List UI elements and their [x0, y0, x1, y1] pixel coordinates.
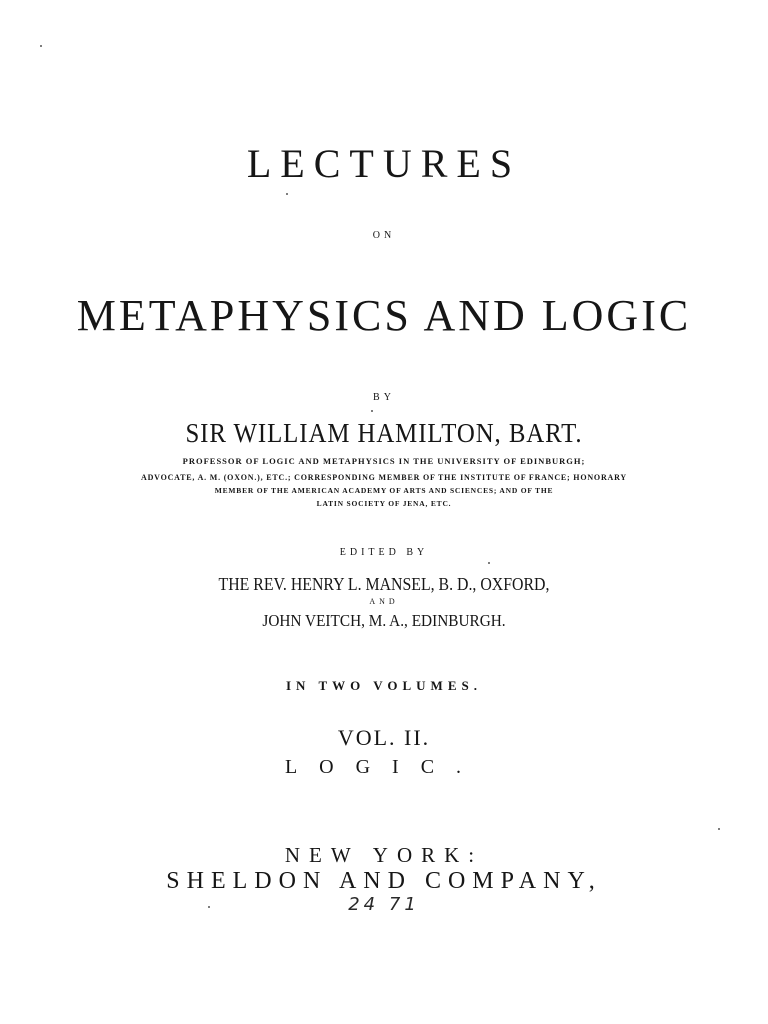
- and-connector: AND: [369, 597, 399, 606]
- author-credentials-line: MEMBER OF THE AMERICAN ACADEMY OF ARTS AND SCIENCES; AND OF THE: [214, 486, 554, 495]
- paper-speck: [286, 193, 288, 195]
- author-credentials-line: ADVOCATE, A. M. (OXON.), ETC.; CORRESPONDING MEMBER OF THE INSTITUTE OF FRANCE; HONORARY: [141, 473, 627, 482]
- book-title: LECTURES: [246, 141, 522, 186]
- by-connector: BY: [373, 392, 395, 403]
- paper-speck: [208, 906, 210, 908]
- editor-2: JOHN VEITCH, M. A., EDINBURGH.: [262, 611, 506, 630]
- book-subject: METAPHYSICS AND LOGIC: [76, 291, 692, 340]
- author-credentials-line: LATIN SOCIETY OF JENA, ETC.: [316, 499, 452, 508]
- handwritten-note: 24 71: [348, 894, 420, 915]
- volume-count: IN TWO VOLUMES.: [286, 678, 482, 693]
- paper-speck: [40, 45, 42, 47]
- publisher: SHELDON AND COMPANY,: [166, 868, 602, 894]
- author-credentials-line: PROFESSOR OF LOGIC AND METAPHYSICS IN THE UNIVERSITY OF EDINBURGH;: [182, 456, 586, 466]
- on-connector: ON: [372, 230, 396, 241]
- volume-number: VOL. II.: [337, 725, 431, 750]
- paper-speck: [371, 410, 373, 412]
- edited-by-label: EDITED BY: [339, 547, 429, 558]
- publication-place: NEW YORK:: [284, 843, 484, 867]
- volume-subject: LOGIC.: [284, 756, 484, 778]
- editor-1: THE REV. HENRY L. MANSEL, B. D., OXFORD,: [218, 574, 550, 594]
- paper-speck: [488, 562, 490, 564]
- paper-speck: [718, 828, 720, 830]
- author-name: SIR WILLIAM HAMILTON, BART.: [185, 418, 583, 448]
